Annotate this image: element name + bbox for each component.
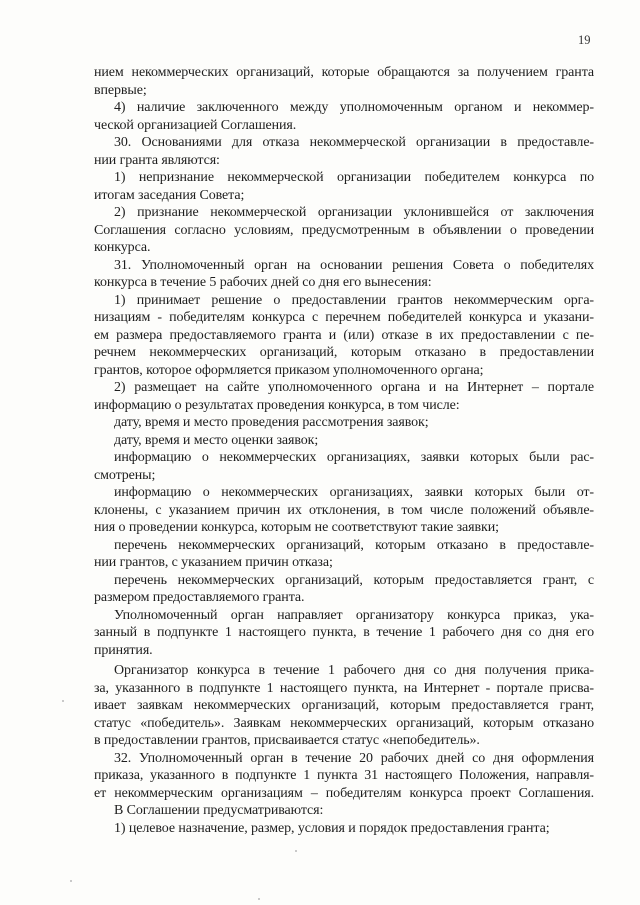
text-line: дату, время и место оценки заявок; (114, 432, 319, 448)
text-line: Соглашения согласно условиям, предусмотренным в объявлении о проведении (94, 222, 594, 238)
text-line: конкурса в течение 5 рабочих дней со дня его вынесения: (94, 275, 432, 290)
text-line: 31. Уполномоченный орган на основании решения Совета о победителях (114, 257, 594, 273)
text-line: низациям - победителям конкурса с перечнем победителей конкурса и указани- (94, 310, 594, 325)
text-line: ивает заявкам некоммерческих организаций, которым предоставляется грант, (94, 698, 594, 713)
text-line: перечень некоммерческих организаций, которым предоставляется грант, с (114, 572, 594, 588)
text-line: статус «победитель». Заявкам некоммерческих организаций, которым отказано (94, 715, 594, 731)
text-line: информацию о некоммерческих организациях, заявки которых были рас- (114, 450, 594, 465)
text-line: клонены, с указанием причин их отклонения, в том числе положений объявле- (94, 502, 594, 518)
text-line: ем размера предоставляемого гранта и (или) отказе в их предоставлении с пе- (94, 327, 594, 343)
text-line: 2) признание некоммерческой организации уклонившейся от заключения (114, 205, 594, 220)
text-line: 1) принимает решение о предоставлении грантов некоммерческим орга- (114, 292, 594, 308)
text-line: ния о проведении конкурса, которым не соответствуют такие заявки; (94, 520, 499, 535)
text-line: Уполномоченный орган направляет организатору конкурса приказ, ука- (114, 607, 594, 623)
text-line: Организатор конкурса в течение 1 рабочего дня со дня получения прика- (114, 663, 594, 678)
text-line: нии грантов, с указанием причин отказа; (94, 555, 333, 570)
text-line: занный в подпункте 1 настоящего пункта, в течение 1 рабочего дня со дня его (94, 625, 594, 640)
text-line: впервые; (94, 82, 147, 98)
text-line: речнем некоммерческих организаций, которым отказано в предоставлении (94, 345, 594, 360)
text-line: информацию о некоммерческих организациях, заявки которых были от- (114, 485, 594, 500)
text-line: итогам заседания Совета; (94, 187, 245, 203)
text-line: принятия. (94, 642, 153, 658)
text-line: перечень некоммерческих организаций, которым отказано в предоставле- (114, 537, 594, 553)
text-line: 1) целевое назначение, размер, условия и порядок предоставления гранта; (114, 820, 550, 836)
scan-speck (70, 880, 72, 882)
text-line: В Соглашении предусматриваются: (114, 803, 324, 818)
text-line: 30. Основаниями для отказа некоммерческой организации в предоставле- (114, 135, 594, 150)
text-line: смотрены; (94, 467, 156, 483)
text-line: грантов, которое оформляется приказом уполномоченного органа; (94, 362, 484, 378)
text-line: 2) размещает на сайте уполномоченного органа и на Интернет – портале (114, 380, 594, 395)
text-line: 4) наличие заключенного между уполномоченным органом и некоммер- (114, 100, 594, 115)
text-line: ет некоммерческим организациям – победителям конкурса проект Соглашения. (94, 785, 594, 801)
text-line: 1) непризнание некоммерческой организации победителем конкурса по (114, 170, 594, 185)
text-line: за, указанного в подпункте 1 настоящего пункта, на Интернет - портале присва- (94, 680, 594, 696)
text-line: 32. Уполномоченный орган в течение 20 рабочих дней со дня оформления (114, 750, 594, 766)
scan-speck (295, 850, 297, 852)
text-line: приказа, указанного в подпункте 1 пункта 31 настоящего Положения, направля- (94, 768, 594, 783)
text-line: размером предоставляемого гранта. (94, 590, 305, 605)
text-line: конкурса. (94, 240, 151, 255)
text-line: ческой организацией Соглашения. (94, 117, 297, 133)
text-line: в предоставлении грантов, присваивается статус «непобедитель». (94, 733, 480, 748)
text-line: нии гранта являются: (94, 152, 220, 168)
page-number: 19 (578, 33, 591, 47)
text-line: дату, время и место проведения рассмотрения заявок; (114, 415, 429, 430)
text-line: информацию о результатах проведения конкурса, в том числе: (94, 397, 460, 413)
scan-speck (62, 700, 64, 702)
document-text-body (94, 64, 594, 837)
text-line: нием некоммерческих организаций, которые обращаются за получением гранта (94, 65, 594, 80)
scan-speck (258, 898, 260, 900)
